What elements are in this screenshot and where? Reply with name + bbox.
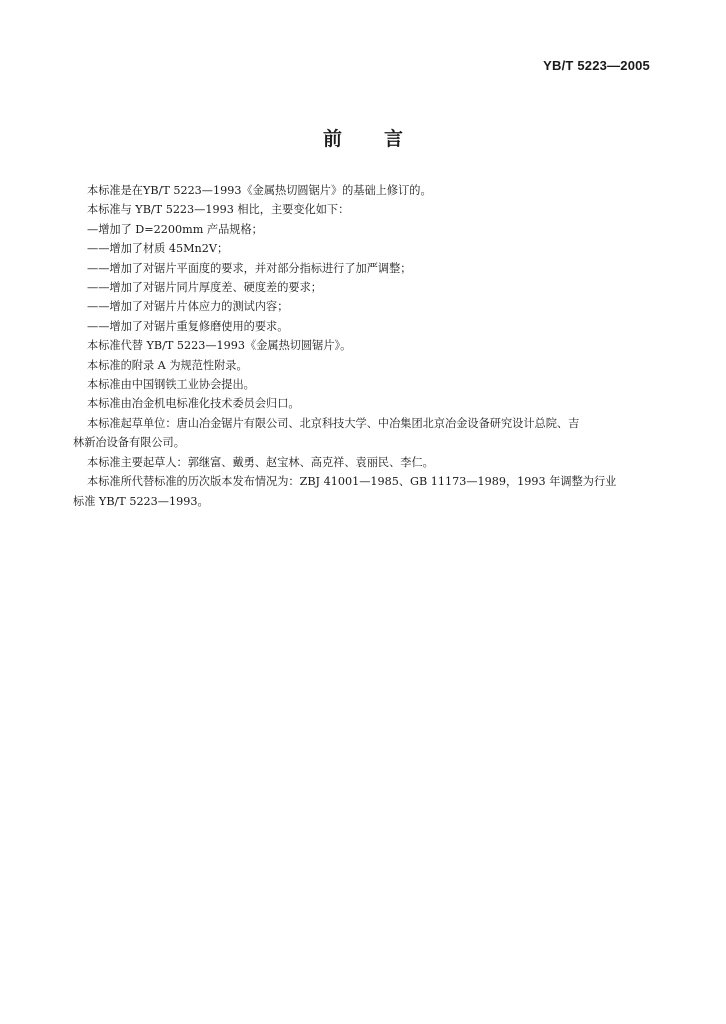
paragraph-history-line2: 标准 YB/T 5223—1993。 [73,494,209,508]
paragraph-replaces: 本标准代替 YB/T 5223—1993《金属热切圆锯片》。 [87,339,352,353]
foreword-body [73,181,653,511]
paragraph-basis: 本标准是在YB/T 5223—1993《金属热切圆锯片》的基础上修订的。 [87,184,432,197]
paragraph-changes-intro: 本标准与 YB/T 5223—1993 相比，主要变化如下： [87,203,350,217]
paragraph-proposer: 本标准由中国钢铁工业协会提出。 [87,378,255,392]
change-item: —增加了 D=2200mm 产品规格； [87,222,263,236]
paragraph-drafting-units-line2: 林新冶设备有限公司。 [73,436,185,450]
change-item: ——增加了对锯片重复修磨使用的要求。 [87,319,289,333]
paragraph-committee: 本标准由冶金机电标准化技术委员会归口。 [87,397,300,411]
change-item: ——增加了对锯片片体应力的测试内容； [87,300,289,314]
paragraph-drafting-units-line1: 本标准起草单位：唐山冶金锯片有限公司、北京科技大学、中冶集团北京冶金设备研究设计总院、吉 [87,416,580,430]
change-item: ——增加了对锯片同片厚度差、硬度差的要求； [87,281,322,295]
page-title [0,124,726,151]
paragraph-annex: 本标准的附录 A 为规范性附录。 [87,358,248,372]
title-char-1: 前 [322,128,342,150]
change-item: ——增加了材质 45Mn2V； [87,242,229,256]
title-char-2: 言 [384,128,404,150]
change-item: ——增加了对锯片平面度的要求，并对部分指标进行了加严调整； [87,261,412,275]
paragraph-history-line1: 本标准所代替标准的历次版本发布情况为：ZBJ 41001—1985、GB 11173—1989，1993 年调整为行业 [87,475,617,489]
standard-code: YB/T 5223—2005 [543,58,650,73]
paragraph-drafters: 本标准主要起草人：郭继富、戴勇、赵宝林、高克祥、袁丽民、李仁。 [87,455,434,469]
